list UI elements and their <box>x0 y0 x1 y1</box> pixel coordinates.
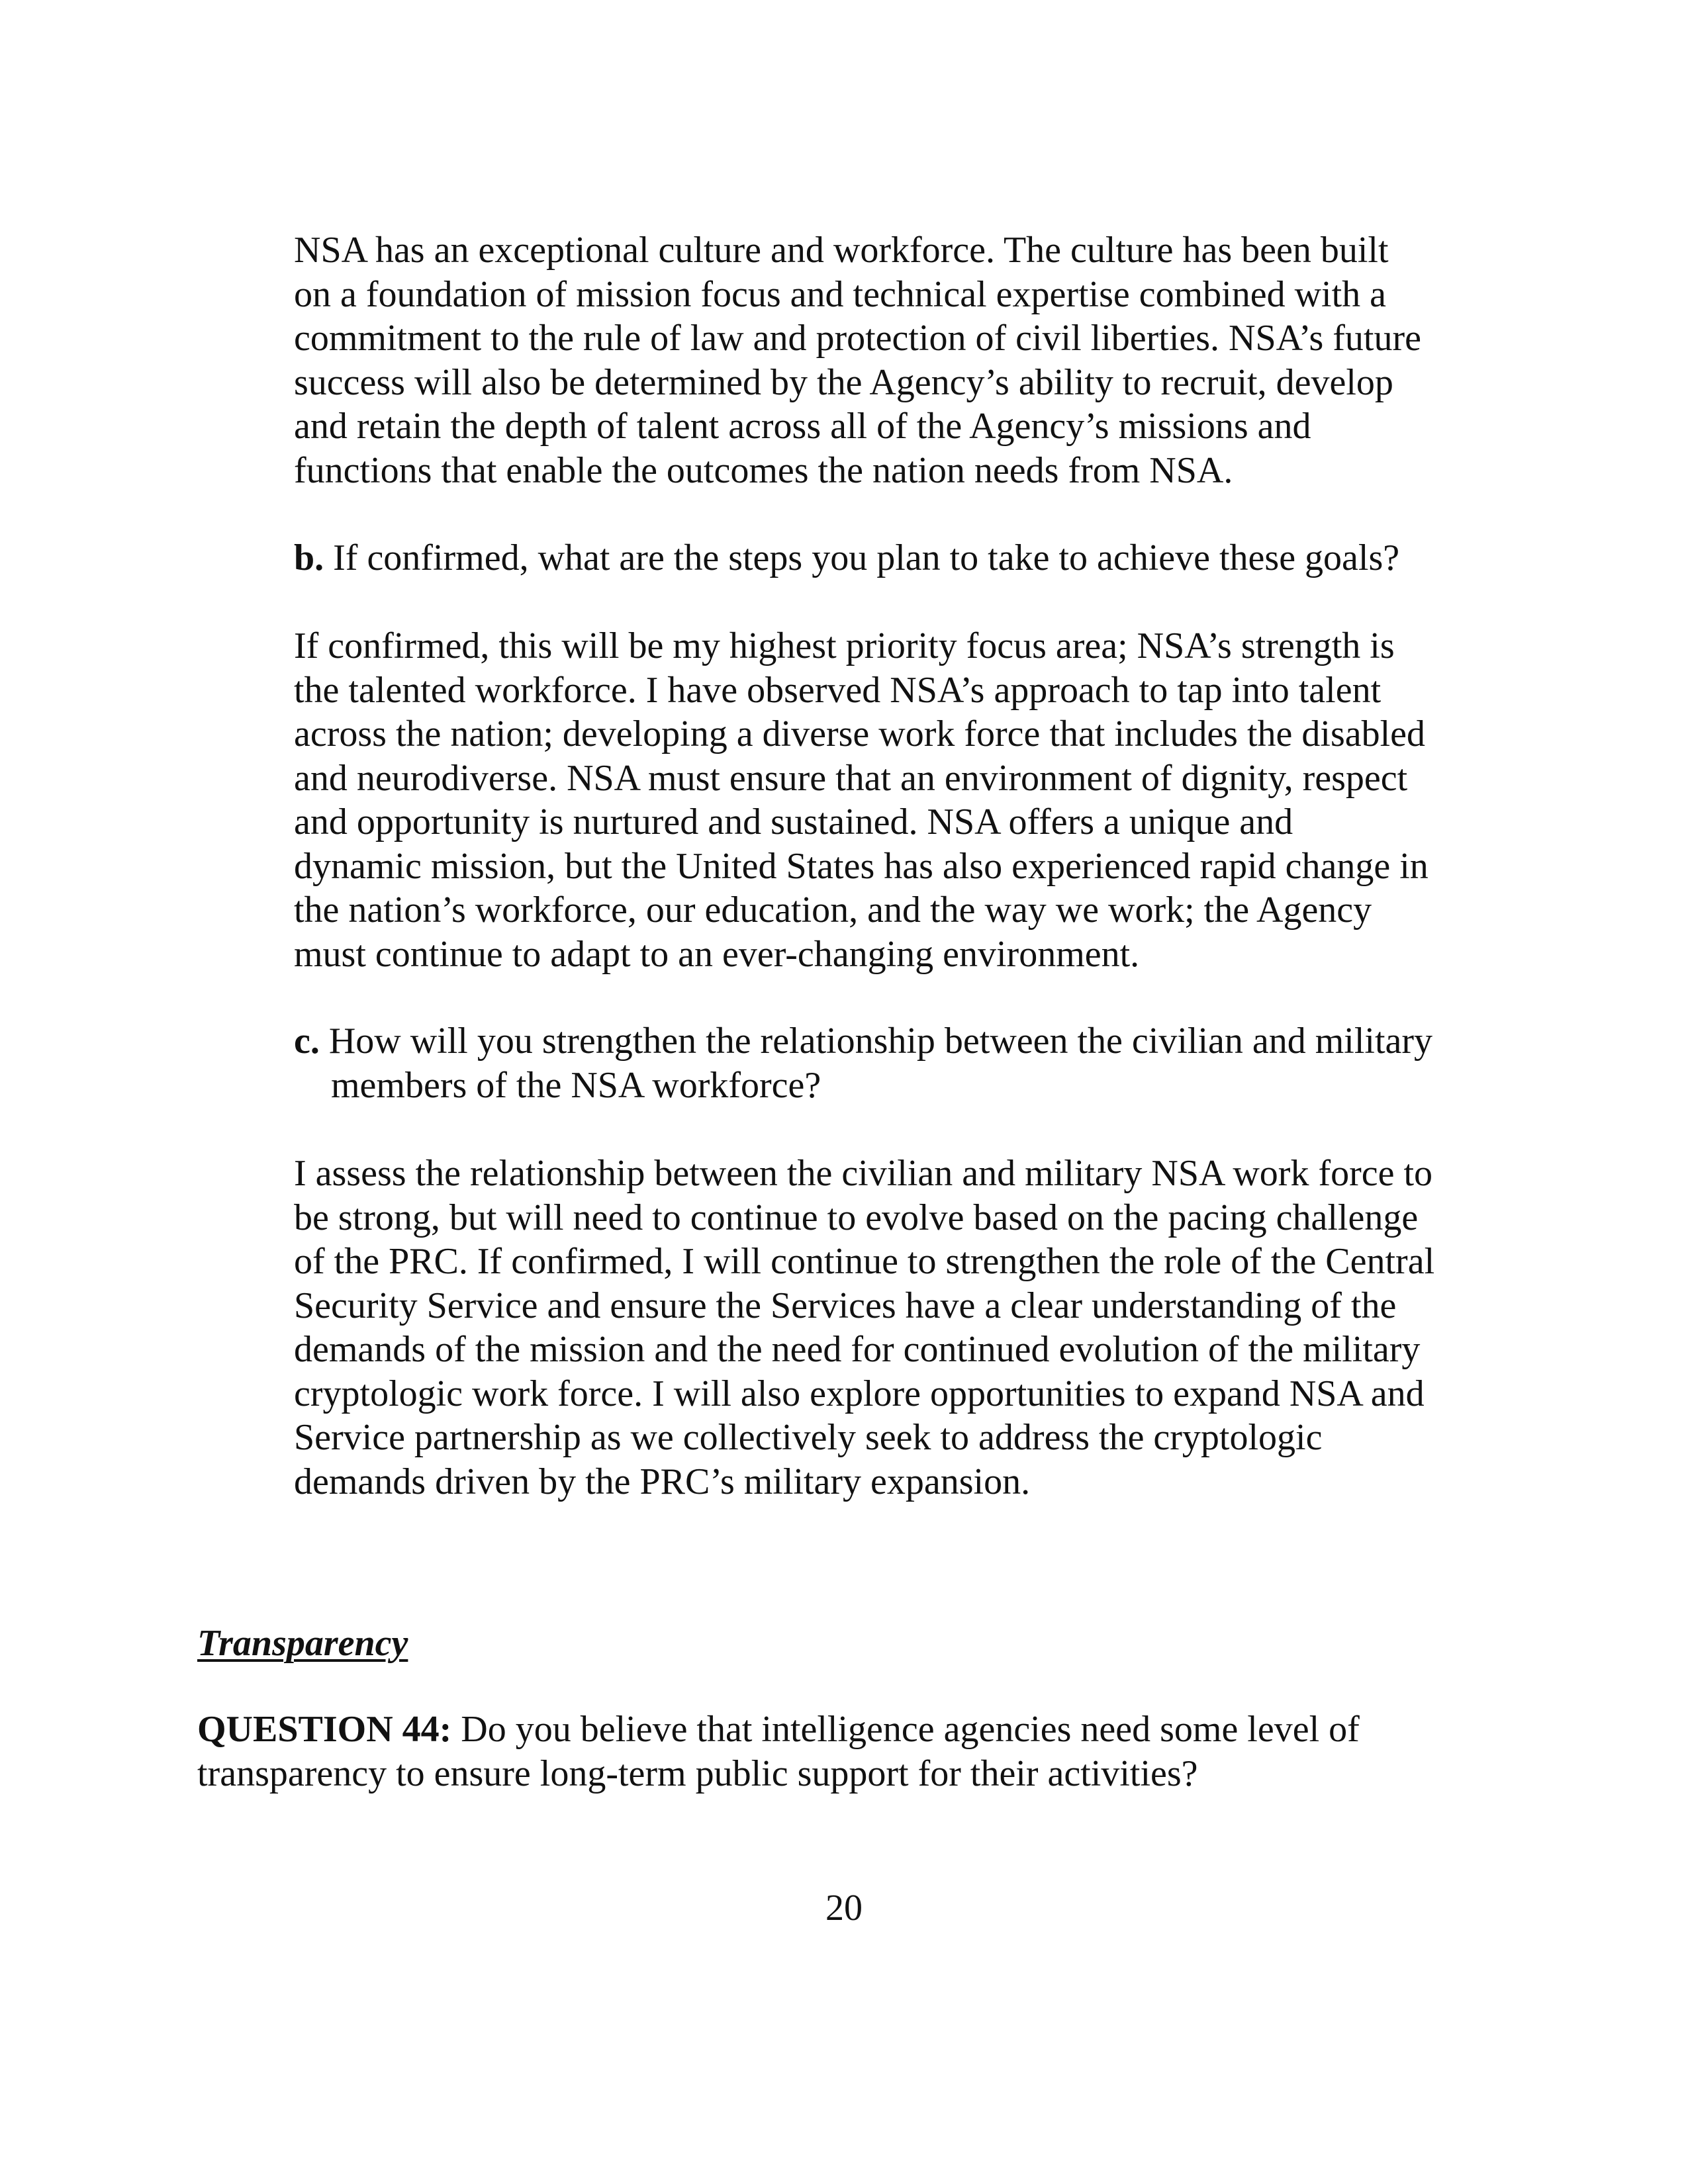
question-c-text: How will you strengthen the relationship between the civilian and military <box>319 1021 1433 1062</box>
answer-c-line: cryptologic work force. I will also explore opportunities to expand NSA and <box>294 1373 1425 1414</box>
answer-b-line: If confirmed, this will be my highest priority focus area; NSA’s strength is <box>294 625 1395 666</box>
question-b-text: If confirmed, what are the steps you plan to take to achieve these goals? <box>324 537 1400 578</box>
answer-b-line: and opportunity is nurtured and sustained. NSA offers a unique and <box>294 801 1293 842</box>
answer-b-line: across the nation; developing a diverse work force that includes the disabled <box>294 713 1426 754</box>
page-number: 20 <box>825 1888 863 1929</box>
question-44-line <box>197 1707 1360 1752</box>
answer-a-line: functions that enable the outcomes the nation needs from NSA. <box>294 449 1233 491</box>
question-c-line-2: members of the NSA workforce? <box>331 1064 821 1106</box>
answer-c-line: of the PRC. If confirmed, I will continue to strengthen the role of the Central <box>294 1241 1435 1282</box>
answer-a-paragraph <box>294 228 1421 492</box>
answer-c-line: I assess the relationship between the civilian and military NSA work force to <box>294 1153 1433 1194</box>
answer-a-line: on a foundation of mission focus and technical expertise combined with a <box>294 273 1387 315</box>
answer-c-line: Service partnership as we collectively seek to address the cryptologic <box>294 1417 1323 1458</box>
answer-a-line: NSA has an exceptional culture and workforce. The culture has been built <box>294 230 1389 271</box>
section-heading-transparency: Transparency <box>197 1623 408 1664</box>
answer-c-line: Security Service and ensure the Services have a clear understanding of the <box>294 1285 1397 1326</box>
answer-b-paragraph <box>294 624 1429 976</box>
question-c-line <box>294 1019 1432 1064</box>
question-44-line-2: transparency to ensure long-term public support for their activities? <box>197 1752 1198 1794</box>
question-44-text: Do you believe that intelligence agencies need some level of <box>451 1709 1360 1750</box>
answer-b-line: the talented workforce. I have observed NSA’s approach to tap into talent <box>294 669 1382 711</box>
question-c <box>294 1019 1432 1107</box>
question-b-line <box>294 536 1399 580</box>
answer-a-line: commitment to the rule of law and protection of civil liberties. NSA’s future <box>294 318 1421 359</box>
answer-c-paragraph <box>294 1152 1434 1504</box>
question-44 <box>197 1707 1360 1796</box>
question-c-label: c. <box>294 1021 320 1062</box>
question-b-label: b. <box>294 537 324 578</box>
answer-c-line: be strong, but will need to continue to evolve based on the pacing challenge <box>294 1197 1419 1238</box>
answer-c-line: demands of the mission and the need for continued evolution of the military <box>294 1329 1421 1370</box>
answer-c-line: demands driven by the PRC’s military expansion. <box>294 1461 1031 1502</box>
answer-b-line: the nation’s workforce, our education, and the way we work; the Agency <box>294 889 1372 931</box>
question-44-label: QUESTION 44: <box>197 1709 452 1750</box>
answer-a-line: and retain the depth of talent across all of the Agency’s missions and <box>294 406 1311 447</box>
answer-a-line: success will also be determined by the Agency’s ability to recruit, develop <box>294 361 1393 403</box>
question-b <box>294 536 1399 580</box>
answer-b-line: must continue to adapt to an ever-changing environment. <box>294 933 1140 975</box>
answer-b-line: dynamic mission, but the United States has also experienced rapid change in <box>294 845 1429 887</box>
answer-b-line: and neurodiverse. NSA must ensure that an environment of dignity, respect <box>294 757 1408 799</box>
